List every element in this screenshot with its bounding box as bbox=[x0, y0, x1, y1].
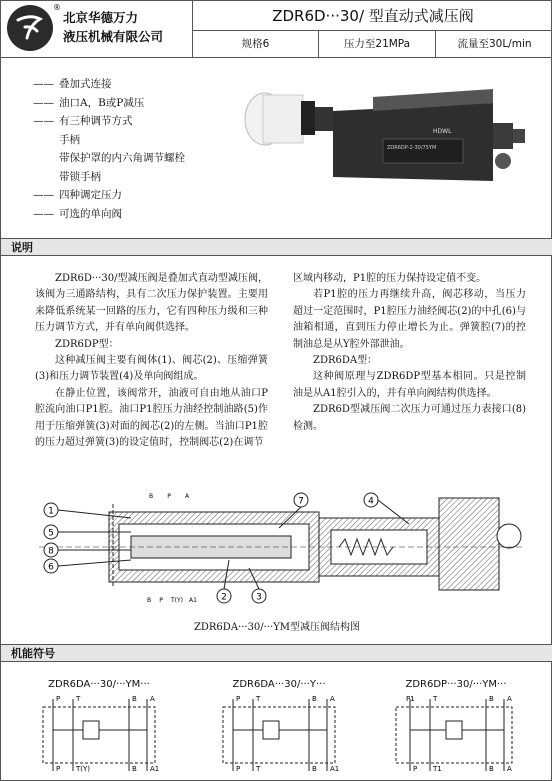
svg-text:T: T bbox=[256, 695, 261, 703]
svg-text:B: B bbox=[489, 695, 494, 703]
svg-text:P: P bbox=[159, 597, 163, 604]
section-header-symbols: 机能符号 bbox=[1, 644, 552, 662]
svg-text:1: 1 bbox=[48, 506, 54, 517]
svg-text:P1: P1 bbox=[406, 695, 415, 703]
paragraph: 若P1腔的压力再继续升高，阀芯移动，当压力超过一定范围时，P1腔压力油经阀芯(2)的中孔(6)与油箱相通，直到压力停止增长为止。弹簧腔(7)的控制油总是从Y腔外部泄油。 bbox=[293, 289, 526, 350]
page-title: ZDR6D···30/ 型直动式减压阀 bbox=[193, 1, 552, 31]
svg-text:P: P bbox=[413, 765, 418, 773]
svg-text:A: A bbox=[184, 493, 190, 500]
svg-text:T: T bbox=[433, 695, 438, 703]
svg-text:A: A bbox=[330, 695, 335, 703]
svg-text:7: 7 bbox=[298, 496, 304, 507]
svg-text:B: B bbox=[489, 765, 494, 773]
page-header bbox=[1, 1, 552, 58]
svg-text:A1: A1 bbox=[150, 765, 160, 773]
symbol-title: ZDR6DA···30/···Y··· bbox=[232, 679, 326, 690]
svg-text:B: B bbox=[132, 695, 137, 703]
svg-text:B: B bbox=[148, 493, 154, 500]
symbol-title: ZDR6DP···30/···YM··· bbox=[405, 679, 507, 690]
svg-text:T1: T1 bbox=[433, 765, 442, 773]
paragraph: 在静止位置，该阀常开，油液可自由地从油口P腔流向油口P1腔。油口P1腔压力油经控制油路(5)作用于压缩弹簧(3)对面的阀芯(2)的左侧。当油口P1腔的压力超过弹簧(3)的设定值时，控制阀芯(2)在调节 bbox=[35, 387, 268, 449]
svg-text:P: P bbox=[56, 765, 61, 773]
feature-subitem: 带保护罩的内六角调节螺栓 bbox=[59, 152, 185, 164]
paragraph: 区域内移动，P1腔的压力保持设定值不变。 bbox=[293, 273, 487, 284]
paragraph: ZDR6D···30/型减压阀是叠加式直动型减压阀，该阀为三通路结构，具有二次压力保护装置。主要用来降低系统某一回路的压力，它有四种压力级和三种压力调节方式，并有单向阀供选择。 bbox=[35, 273, 268, 334]
svg-text:6: 6 bbox=[48, 562, 54, 573]
svg-text:T: T bbox=[256, 765, 261, 773]
paragraph: ZDR6DA型： bbox=[313, 355, 378, 367]
spec-flow: 流量至30L/min bbox=[435, 31, 552, 58]
structure-diagram bbox=[39, 488, 523, 606]
svg-text:P: P bbox=[167, 493, 171, 500]
svg-text:A: A bbox=[507, 765, 512, 773]
product-photo bbox=[243, 81, 543, 191]
feature-list bbox=[33, 75, 185, 223]
svg-text:4: 4 bbox=[368, 496, 374, 507]
company-name-line1: 北京华德万力 bbox=[63, 10, 139, 25]
feature-item: —— 有三种调节方式 bbox=[33, 115, 133, 127]
description-left-column bbox=[35, 271, 268, 451]
feature-item: —— 油口A，B或P减压 bbox=[33, 96, 145, 109]
svg-text:B: B bbox=[312, 695, 317, 703]
diagram-caption: ZDR6DA···30/···YM型减压阀结构图 bbox=[193, 622, 361, 633]
svg-text:8: 8 bbox=[48, 546, 54, 557]
feature-item: —— 可选的单向阀 bbox=[33, 207, 122, 220]
paragraph: ZDR6D型减压阀二次压力可通过压力表接口(8)检测。 bbox=[293, 404, 526, 432]
feature-subitem: 手柄 bbox=[59, 133, 80, 146]
company-logo bbox=[7, 5, 53, 51]
hydraulic-symbol bbox=[29, 679, 169, 774]
spec-size: 规格6 bbox=[241, 38, 270, 50]
svg-text:T(Y): T(Y) bbox=[170, 597, 184, 604]
spec-pressure: 压力至21MPa bbox=[318, 31, 435, 58]
svg-text:A1: A1 bbox=[330, 765, 340, 773]
hydraulic-symbol bbox=[209, 679, 349, 774]
company-name-line2: 液压机械有限公司 bbox=[63, 29, 164, 44]
symbol-title: ZDR6DA···30/···YM··· bbox=[48, 679, 150, 690]
svg-text:T(Y): T(Y) bbox=[76, 765, 91, 773]
registered-mark: ® bbox=[53, 3, 61, 12]
svg-text:B: B bbox=[146, 597, 152, 604]
hydraulic-symbol bbox=[386, 679, 526, 774]
svg-text:HDWL: HDWL bbox=[433, 128, 452, 135]
section-header-description: 说明 bbox=[1, 238, 552, 256]
svg-text:B: B bbox=[312, 765, 317, 773]
svg-text:P: P bbox=[236, 765, 241, 773]
company-name bbox=[63, 8, 193, 46]
feature-item: —— 四种调定压力 bbox=[33, 189, 122, 201]
svg-text:ZDR6DP-2-30/75YM: ZDR6DP-2-30/75YM bbox=[387, 145, 437, 151]
svg-text:A1: A1 bbox=[189, 597, 197, 604]
svg-text:P: P bbox=[56, 695, 61, 703]
paragraph: ZDR6DP型： bbox=[55, 338, 119, 350]
svg-text:5: 5 bbox=[48, 528, 54, 539]
svg-text:T: T bbox=[76, 695, 81, 703]
paragraph: 这种减压阀主要有阀体(1)、阀芯(2)、压缩弹簧(3)和压力调节装置(4)及单向阀组成。 bbox=[35, 355, 268, 383]
feature-item: —— 叠加式连接 bbox=[33, 78, 112, 90]
feature-subitem: 带锁手柄 bbox=[59, 170, 101, 183]
paragraph: 这种阀原理与ZDR6DP型基本相同。只是控制油是从A1腔引入的，并有单向阀结构供选择。 bbox=[293, 371, 526, 399]
description-right-column bbox=[293, 271, 526, 435]
svg-text:3: 3 bbox=[256, 592, 262, 603]
svg-text:A: A bbox=[150, 695, 155, 703]
svg-text:B: B bbox=[132, 765, 137, 773]
svg-text:A: A bbox=[507, 695, 512, 703]
svg-text:P: P bbox=[236, 695, 241, 703]
svg-text:2: 2 bbox=[221, 592, 227, 603]
